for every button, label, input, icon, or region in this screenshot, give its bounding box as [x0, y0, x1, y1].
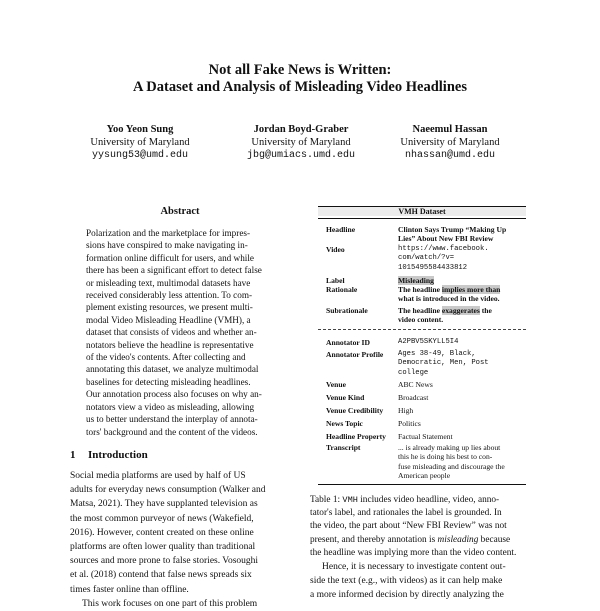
intro-line: the most common purveyor of news (Wakefield, [70, 513, 254, 524]
section-heading: Introduction [88, 449, 148, 461]
caption-line-5: the headline was implying more than the video content. [310, 547, 517, 558]
abstract-line: annotating this dataset, we analyze multimodal [86, 364, 259, 375]
table-value-rationale [398, 285, 522, 304]
table-value-annotator-profile [398, 350, 489, 378]
table-label-subrationale: Subrationale [326, 306, 368, 315]
table-label-headline-property: Headline Property [326, 432, 386, 441]
rationale-line-2: what is introduced in the video. [398, 294, 500, 304]
intro-line: times faster online than offline. [70, 584, 189, 595]
table-value-venue-credibility: High [398, 406, 414, 415]
intro-body [70, 469, 294, 611]
right-body-line: Hence, it is necessary to investigate content out- [322, 562, 506, 572]
table-label-rationale: Rationale [326, 285, 358, 294]
right-body-line: side the text (e.g., with videos) as it can help make [310, 576, 503, 587]
subrationale-line-2: video content. [398, 315, 444, 325]
table-value-news-topic: Politics [398, 419, 421, 428]
abstract-line: received considerably less attention. To com- [86, 290, 253, 301]
table-label-annotator-profile: Annotator Profile [326, 350, 384, 359]
caption-prefix: Table 1: [310, 495, 343, 505]
abstract-line: Polarization and the marketplace for impres- [86, 228, 251, 238]
label-highlight: Misleading [398, 276, 434, 285]
subrationale-highlight: exaggerates [441, 306, 480, 315]
right-body-line: a more informed decision by directly analyzing the [310, 590, 504, 601]
author-name: Naeemul Hassan [412, 124, 488, 135]
author-1 [70, 123, 210, 162]
abstract-line: sions have conspired to make navigating in- [86, 240, 248, 251]
intro-line: 2016). However, content created on these online [70, 527, 254, 538]
table-label-venue: Venue [326, 380, 346, 389]
abstract-body [86, 227, 278, 438]
author-affiliation: University of Maryland [251, 137, 351, 148]
author-name: Yoo Yeon Sung [106, 124, 174, 135]
video-url-line: https://www.facebook. [398, 245, 489, 253]
author-3 [380, 123, 520, 162]
table-value-venue: ABC News [398, 380, 433, 389]
caption-emphasis: misleading [437, 534, 479, 545]
abstract-line: notators believe the headline is representative [86, 339, 254, 350]
caption-text: present, and thereby annotation is [310, 534, 438, 545]
table-value-annotator-id: A2PBV5SKYLL5I4 [398, 338, 459, 346]
abstract-line: notators view a video as misleading, allowing [86, 401, 255, 412]
table-label-venue-kind: Venue Kind [326, 393, 365, 402]
abstract-line: dataset that consists of videos and whether an- [86, 327, 257, 338]
author-affiliation: University of Maryland [400, 137, 500, 148]
intro-line: sources and more prone to false stories. Vosoughi [70, 556, 259, 567]
abstract-line: there has been a significant effort to detect false [86, 265, 262, 276]
caption-line-4 [310, 534, 532, 547]
table-label-annotator-id: Annotator ID [326, 338, 370, 347]
caption-line-3: the video, the part about “New FBI Review” was not [310, 521, 507, 532]
profile-line: Democratic, Men, Post [398, 359, 489, 368]
abstract-line: of the video's contents. After collecting and [86, 352, 246, 363]
table-value-transcript [398, 443, 522, 481]
abstract-line: plement existing resources, we present multi- [86, 302, 253, 313]
subrationale-text: The headline [398, 306, 442, 315]
table-label-headline: Headline [326, 225, 356, 234]
transcript-line: fuse misleading and discourage the [398, 461, 505, 471]
intro-line: Social media platforms are used by half of US [70, 471, 246, 481]
abstract-line: baselines for detecting misleading headlines. [86, 376, 251, 387]
title-line-2: A Dataset and Analysis of Misleading Video Headlines [133, 79, 467, 95]
table-label-video: Video [326, 245, 345, 254]
author-email: yysung53@umd.edu [91, 150, 188, 161]
author-affiliation: University of Maryland [90, 137, 190, 148]
caption-text: because [478, 534, 511, 545]
intro-line: adults for everyday news consumption (Walker and [70, 485, 266, 496]
table-label-label: Label [326, 276, 345, 285]
table-label-news-topic: News Topic [326, 419, 363, 428]
caption-text: includes video headline, video, anno- [357, 495, 500, 505]
profile-line: Ages 38-49, Black, [398, 350, 476, 358]
video-url-line: 1015495584433812 [398, 263, 468, 272]
right-body [310, 560, 532, 603]
caption-line-1 [310, 494, 532, 507]
intro-line: Matsa, 2021). They have supplanted television as [70, 499, 258, 510]
rationale-highlight: implies more than [441, 285, 501, 294]
transcript-line: American people [398, 471, 451, 481]
paper-title [0, 62, 600, 96]
transcript-line: this he is doing his best to con- [398, 452, 493, 462]
author-email: nhassan@umd.edu [404, 150, 495, 161]
author-email: jbg@umiacs.umd.edu [246, 150, 356, 161]
table-label-venue-credibility: Venue Credibility [326, 406, 384, 415]
caption-vmh: VMH [342, 495, 358, 505]
rationale-line-1 [398, 285, 522, 294]
table-value-video [398, 245, 489, 273]
table-value-headline-property: Factual Statement [398, 432, 453, 441]
abstract-line: formation online difficult for users, and while [86, 252, 254, 263]
abstract-line: Our annotation process also focuses on why an- [86, 389, 262, 400]
table-dashed-divider [318, 329, 526, 330]
video-url-line: com/watch/?v= [398, 254, 455, 263]
table-value-label [398, 276, 434, 285]
subrationale-text: the [479, 306, 492, 315]
abstract-line: modal Video Misleading Headline (VMH), a [86, 314, 251, 325]
table-value-venue-kind: Broadcast [398, 393, 429, 402]
abstract-line: or misleading text, multimodal datasets have [86, 277, 251, 288]
intro-line: This work focuses on one part of this problem [82, 598, 258, 609]
table-value-headline: Clinton Says Trump “Making Up Lies” About New FBI Review [398, 225, 507, 244]
abstract-line: tors' background and the content of the videos. [86, 426, 258, 437]
author-name: Jordan Boyd-Graber [253, 124, 349, 135]
rationale-text: The headline [398, 285, 442, 294]
subrationale-line-1 [398, 306, 522, 315]
table-caption [310, 494, 532, 560]
table-title-rule [318, 218, 526, 219]
table-bottom-rule [318, 484, 526, 485]
caption-line-2: tator's label, and rationales the label is grounded. In [310, 508, 502, 519]
profile-line: college [398, 368, 429, 377]
abstract-heading: Abstract [160, 206, 200, 217]
table-value-subrationale [398, 306, 522, 325]
abstract-line: us to better understand the interplay of annota- [86, 414, 258, 425]
table-label-transcript: Transcript [326, 443, 361, 452]
title-line-1: Not all Fake News is Written: [208, 62, 392, 78]
author-2 [226, 123, 376, 162]
intro-line: platforms are often lower quality than traditional [70, 542, 256, 553]
section-number: 1 [70, 449, 76, 461]
intro-line: et al. (2018) contend that false news spreads six [70, 570, 252, 581]
transcript-line: ... is already making up lies about [398, 443, 501, 452]
table-title: VMH Dataset [318, 207, 526, 216]
